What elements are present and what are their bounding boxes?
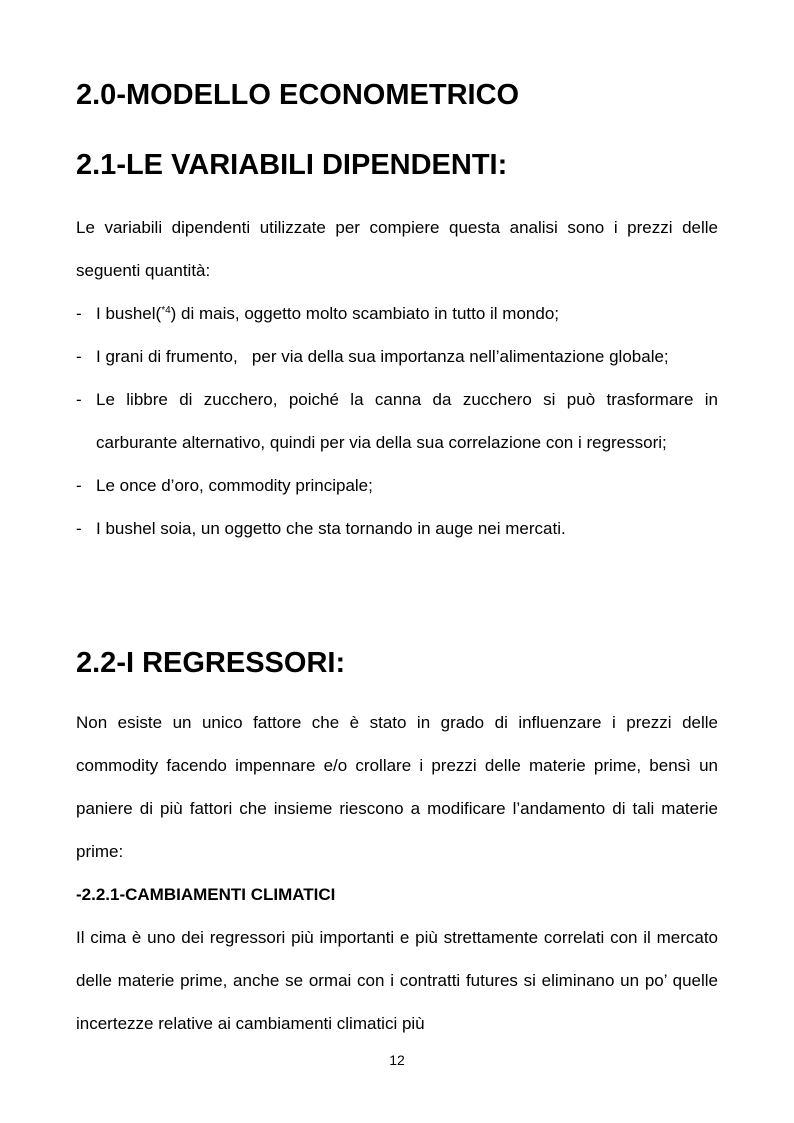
- bullet-dash: -: [76, 519, 82, 538]
- section-2-2-heading: 2.2-I REGRESSORI:: [76, 647, 346, 679]
- list-item-text: I grani di frumento, per via della sua importanza nell’alimentazione globale;: [96, 347, 669, 366]
- chapter-title: 2.0-MODELLO ECONOMETRICO: [76, 79, 520, 111]
- list-item: [76, 464, 718, 507]
- list-item-text: Le once d’oro, commodity principale;: [96, 476, 373, 495]
- list-item: [76, 378, 718, 464]
- subsection-2-2-1-heading: -2.2.1-CAMBIAMENTI CLIMATICI: [76, 885, 336, 904]
- bullet-dash: -: [76, 347, 82, 366]
- list-item-text: I bushel(: [96, 304, 162, 323]
- list-item: [76, 335, 718, 378]
- bullet-dash: -: [76, 390, 82, 409]
- section-2-1-heading: 2.1-LE VARIABILI DIPENDENTI:: [76, 149, 508, 181]
- bullet-dash: -: [76, 476, 82, 495]
- list-item-text: ) di mais, oggetto molto scambiato in tutto il mondo;: [170, 304, 560, 323]
- list-item: [76, 507, 718, 550]
- subsection-2-2-1-text: Il cima è uno dei regressori più importanti e più strettamente correlati con il mercato delle materie prime, anche se ormai con i contratti futures si eliminano un po’ quelle incertezze relative ai cambiamenti climatici più: [76, 928, 718, 1033]
- page-number: 12: [389, 1052, 405, 1068]
- bullet-dash: -: [76, 304, 82, 323]
- section-2-2-intro: Non esiste un unico fattore che è stato in grado di influenzare i prezzi delle commodity facendo impennare e/o crollare i prezzi delle materie prime, bensì un paniere di più fattori che insieme riescono a modificare l’andamento di tali materie prime:: [76, 713, 718, 861]
- list-item-text: I bushel soia, un oggetto che sta tornando in auge nei mercati.: [96, 519, 566, 538]
- list-item: [76, 292, 718, 335]
- section-2-1-intro: Le variabili dipendenti utilizzate per compiere questa analisi sono i prezzi delle seguenti quantità:: [76, 218, 718, 280]
- footnote-reference: *4: [161, 305, 171, 316]
- dependent-variables-list: [76, 292, 718, 550]
- list-item-text: Le libbre di zucchero, poiché la canna da zucchero si può trasformare in carburante alternativo, quindi per via della sua correlazione con i regressori;: [96, 390, 718, 452]
